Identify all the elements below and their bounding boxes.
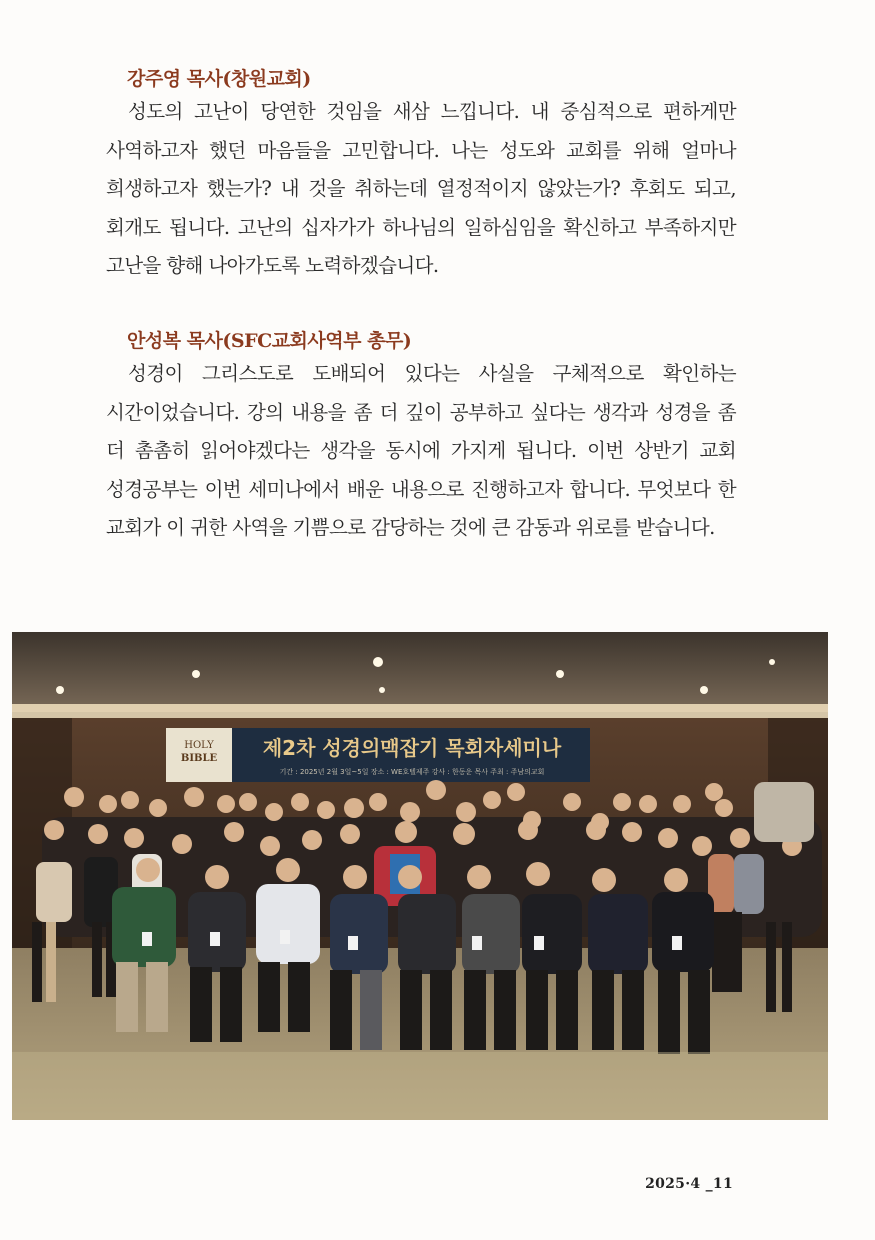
section-2-body: 성경이 그리스도로 도배되어 있다는 사실을 구체적으로 확인하는 시간이었습니다. 강의 내용을 좀 더 깊이 공부하고 싶다는 생각과 성경을 좀 더 촘촘히 읽어야겠다는 생각을 동시에 가지게 됩니다. 이번 상반기 교회 성경공부는 이번 세미나에서 배운 내용으로 진행하고자 합니다. 무엇보다 한 교회가 이 귀한 사역을 기쁨으로 감당하는 것에 큰 감동과 위로를 받습니다.	[106, 362, 737, 539]
section-1-body: 성도의 고난이 당연한 것임을 새삼 느낍니다. 내 중심적으로 편하게만 사역하고자 했던 마음들을 고민합니다. 나는 성도와 교회를 위해 얼마나 희생하고자 했는가? 내 것을 취하는데 열정적이지 않았는가? 후회도 되고, 회개도 됩니다. 고난의 십자가가 하나님의 일하심임을 확신하고 부족하지만 고난을 향해 나아가도록 노력하겠습니다.	[106, 100, 736, 277]
section-2-heading: 안성복 목사(SFC교회사역부 총무)	[127, 330, 412, 352]
seminar-banner	[166, 728, 590, 782]
group-photo-illustration	[12, 632, 828, 1120]
svg-text:기간 : 2025년 2월 3일~5일 장소 : WE호: 기간 : 2025년 2월 3일~5일 장소 : WE호텔제주 강사 : 한동운 목사 주최 : 주남의교회	[279, 768, 545, 776]
section-1-heading: 강주영 목사(창원교회)	[127, 68, 311, 90]
group-photo	[12, 632, 828, 1120]
page-folio: 2025·4 _11	[645, 1176, 733, 1192]
svg-text:HOLY: HOLY	[184, 740, 214, 751]
svg-text:BIBLE: BIBLE	[180, 753, 218, 764]
svg-text:제2차 성경의맥잡기 목회자세미나: 제2차 성경의맥잡기 목회자세미나	[262, 736, 562, 760]
